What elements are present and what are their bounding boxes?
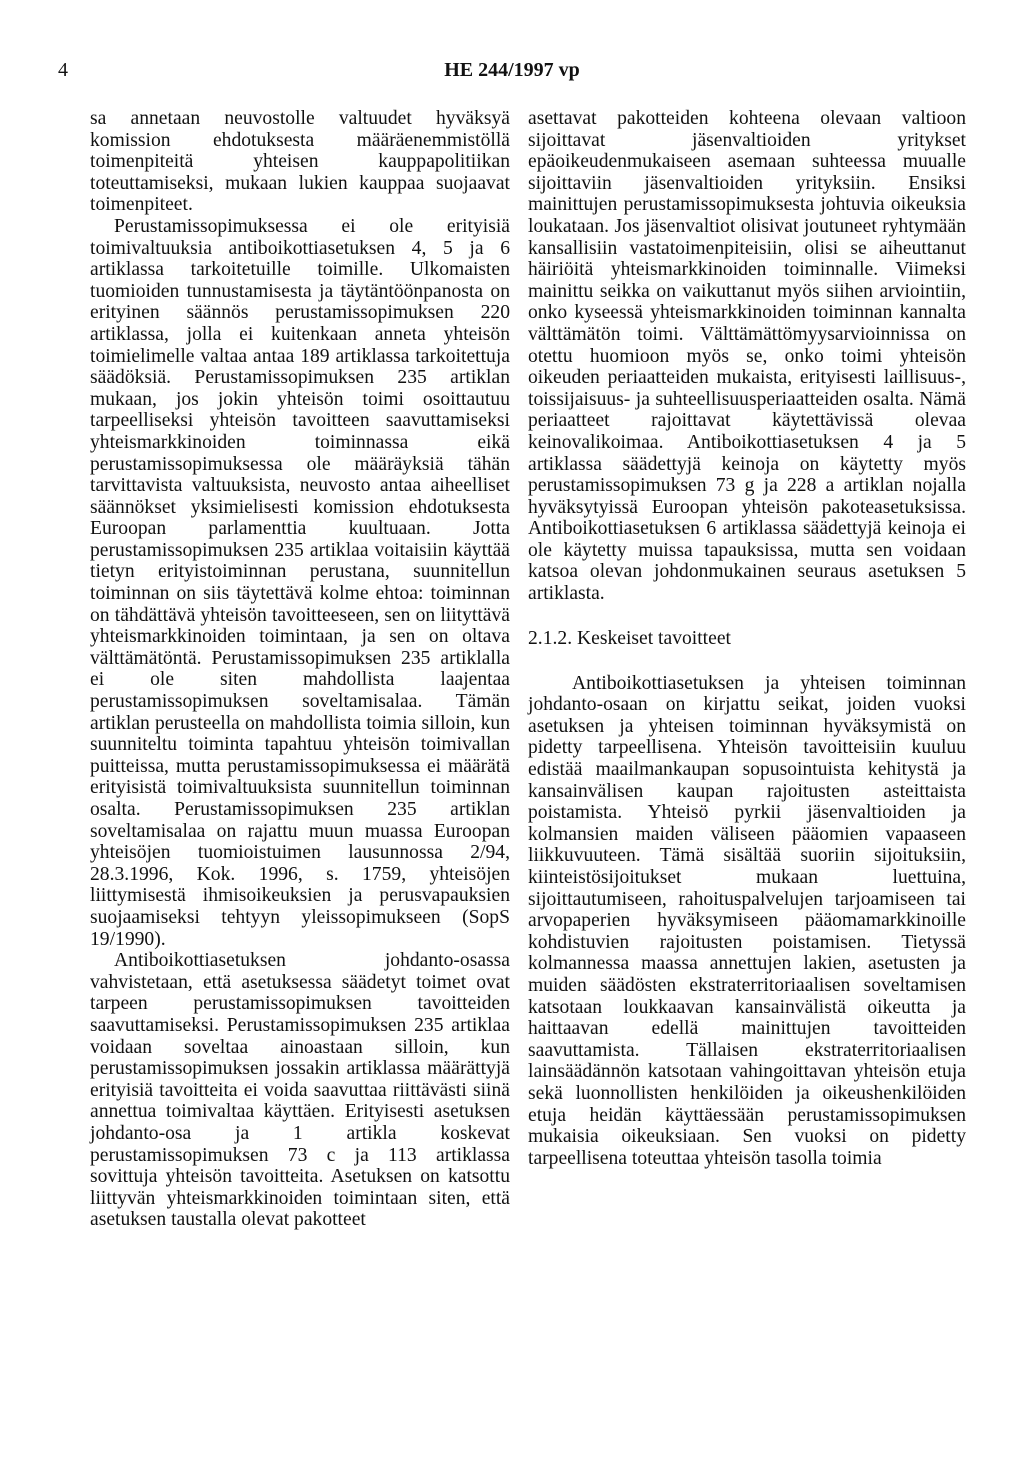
section-heading: 2.1.2. Keskeiset tavoitteet bbox=[528, 627, 731, 649]
right-column bbox=[528, 108, 966, 1169]
left-paragraph-1: sa annetaan neuvostolle valtuudet hyväksyä komission ehdotuksesta määräenemmistöllä toimenpiteitä yhteisen kauppapolitiikan toteuttamiseksi, mukaan lukien kauppaa suojaavat toimenpiteet. bbox=[90, 108, 510, 216]
page-number: 4 bbox=[58, 59, 68, 81]
running-header: HE 244/1997 vp bbox=[444, 59, 580, 81]
right-paragraph-2: Antiboikottiasetuksen ja yhteisen toiminnan johdanto-osaan on kirjattu seikat, joiden vuoksi asetuksen ja yhteisen toiminnan hyväksymistä on pidetty tarpeellisena. Yhteisön tavoitteisiin kuuluu edistää maailmankaupan sopusointuista kehitystä ja kansainvälisen kaupan rajoitusten asteittaista poistamista. Yhteisö pyrkii jäsenvaltioiden ja kolmansien maiden väliseen pääomien vapaaseen liikkuvuuteen. Tämä sisältää suoriin sijoituksiin, kiinteistösijoitukset mukaan luettuina, sijoittautumiseen, rahoituspalvelujen tarjoamiseen tai arvopaperien hyväksymiseen pääomamarkkinoille kohdistuvien rajoitusten poistamisen. Tietyssä kolmannessa maassa annettujen lakien, asetusten ja muiden säädösten ekstraterritoriaalisen soveltamisen katsotaan loukkaavan kansainvälistä oikeutta ja haittaavan edellä mainittujen tavoitteiden saavuttamista. Tällaisen ekstraterritoriaalisen lainsäädännön katsotaan vahingoittavan yhteisön etuja sekä luonnollisten henkilöiden ja oikeushenkilöiden etuja heidän käyttäessään perustamissopimuksen mukaisia oikeuksiaan. Sen vuoksi on pidetty tarpeellisena toteuttaa yhteisön tasolla toimia bbox=[528, 672, 966, 1169]
left-paragraph-3: Antiboikottiasetuksen johdanto-osassa vahvistetaan, että asetuksessa säädetyt toimet ovat tarpeen perustamissopimuksen tavoitteiden saavuttamiseksi. Perustamissopimuksen 235 artiklaa voidaan soveltaa ainoastaan silloin, kun perustamissopimuksen jossakin artiklassa määrättyjä erityisiä tavoitteita ei voida saavuttaa riittävästi siinä annettua toimivaltaa käyttäen. Erityisesti asetuksen johdanto-osa ja 1 artikla koskevat perustamissopimuksen 73 c ja 113 artiklassa sovittuja yhteisön tavoitteita. Asetuksen on katsottu liittyvän yhteismarkkinoiden toimintaan siten, että asetuksen taustalla olevat pakotteet bbox=[90, 950, 510, 1231]
left-column bbox=[90, 108, 510, 1231]
left-paragraph-2: Perustamissopimuksessa ei ole erityisiä toimivaltuuksia antiboikottiasetuksen 4, 5 ja 6 artiklassa tarkoitetuille toimille. Ulkomaisten tuomioiden tunnustamisesta ja täytäntöönpanosta on erityinen säännös perustamissopimuksen 220 artiklassa, jolla ei kuitenkaan anneta yhteisön toimielimelle valtaa antaa 189 artiklassa tarkoitettuja säädöksiä. Perustamissopimuksen 235 artiklan mukaan, jos jokin yhteisön toimi osoittautuu tarpeelliseksi yhteisön tavoitteen saavuttamiseksi yhteismarkkinoiden toiminnassa eikä perustamissopimuksessa ole määräyksiä tähän tarvittavista valtuuksista, neuvosto antaa aiheelliset säännökset yksimielisesti komission ehdotuksesta Euroopan parlamenttia kuultuaan. Jotta perustamissopimuksen 235 artiklaa voitaisiin käyttää tietyn erityistoiminnan perustana, suunnitellun toiminnan on siis täytettävä kolme ehtoa: toiminnan on tähdättävä yhteisön tavoitteeseen, sen on liityttävä yhteismarkkinoiden toimintaan, ja sen on oltava välttämätöntä. Perustamissopimuksen 235 artiklalla ei ole siten mahdollista laajentaa perustamissopimuksen soveltamisalaa. Tämän artiklan perusteella on mahdollista toimia silloin, kun suunniteltu toiminta tapahtuu yhteisön toimivallan puitteissa, mutta perustamissopimuksessa ei määrätä erityisistä toimivaltuuksista suunnitellun toiminnan osalta. Perustamissopimuksen 235 artiklan soveltamisalaa on rajattu muun muassa Euroopan yhteisöjen tuomioistuimen lausunnossa 2/94, 28.3.1996, Kok. 1996, s. 1759, yhteisöjen liittymisestä ihmisoikeuksien ja perusvapauksien suojaamiseksi tehtyyn yleissopimukseen (SopS 19/1990). bbox=[90, 215, 510, 950]
right-paragraph-1: asettavat pakotteiden kohteena olevaan valtioon sijoittavat jäsenvaltioiden yritykset epäoikeudenmukaiseen asemaan suhteessa muualle sijoittaviin jäsenvaltioiden yrityksiin. Ensiksi mainittujen perustamissopimuksesta johtuvia oikeuksia loukataan. Jos jäsenvaltiot olisivat joutuneet ryhtymään kansallisiin vastatoimenpiteisiin, olisi se aiheuttanut häiriöitä yhteismarkkinoiden toiminnalle. Viimeksi mainittu seikka on vaikuttanut myös siihen arviointiin, onko kyseessä yhteismarkkinoiden toiminnan kannalta välttämätön toimi. Välttämättömyysarvioinnissa on otettu huomioon myös se, onko toimi yhteisön oikeuden periaatteiden mukaista, erityisesti laillisuus-, toissijaisuus- ja suhteellisuusperiaatteiden osalta. Nämä periaatteet rajoittavat käytettävissä olevaa keinovalikoimaa. Antiboikottiasetuksen 4 ja 5 artiklassa säädettyjä keinoja on käytetty myös perustamissopimuksen 73 g ja 228 a artiklan nojalla hyväksytyissä Euroopan yhteisön pakoteasetuksissa. Antiboikottiasetuksen 6 artiklassa säädettyjä keinoja ei ole käytetty muissa tapauksissa, mutta sen voidaan katsoa olevan johdonmukainen seuraus asetuksen 5 artiklasta. bbox=[528, 108, 966, 605]
